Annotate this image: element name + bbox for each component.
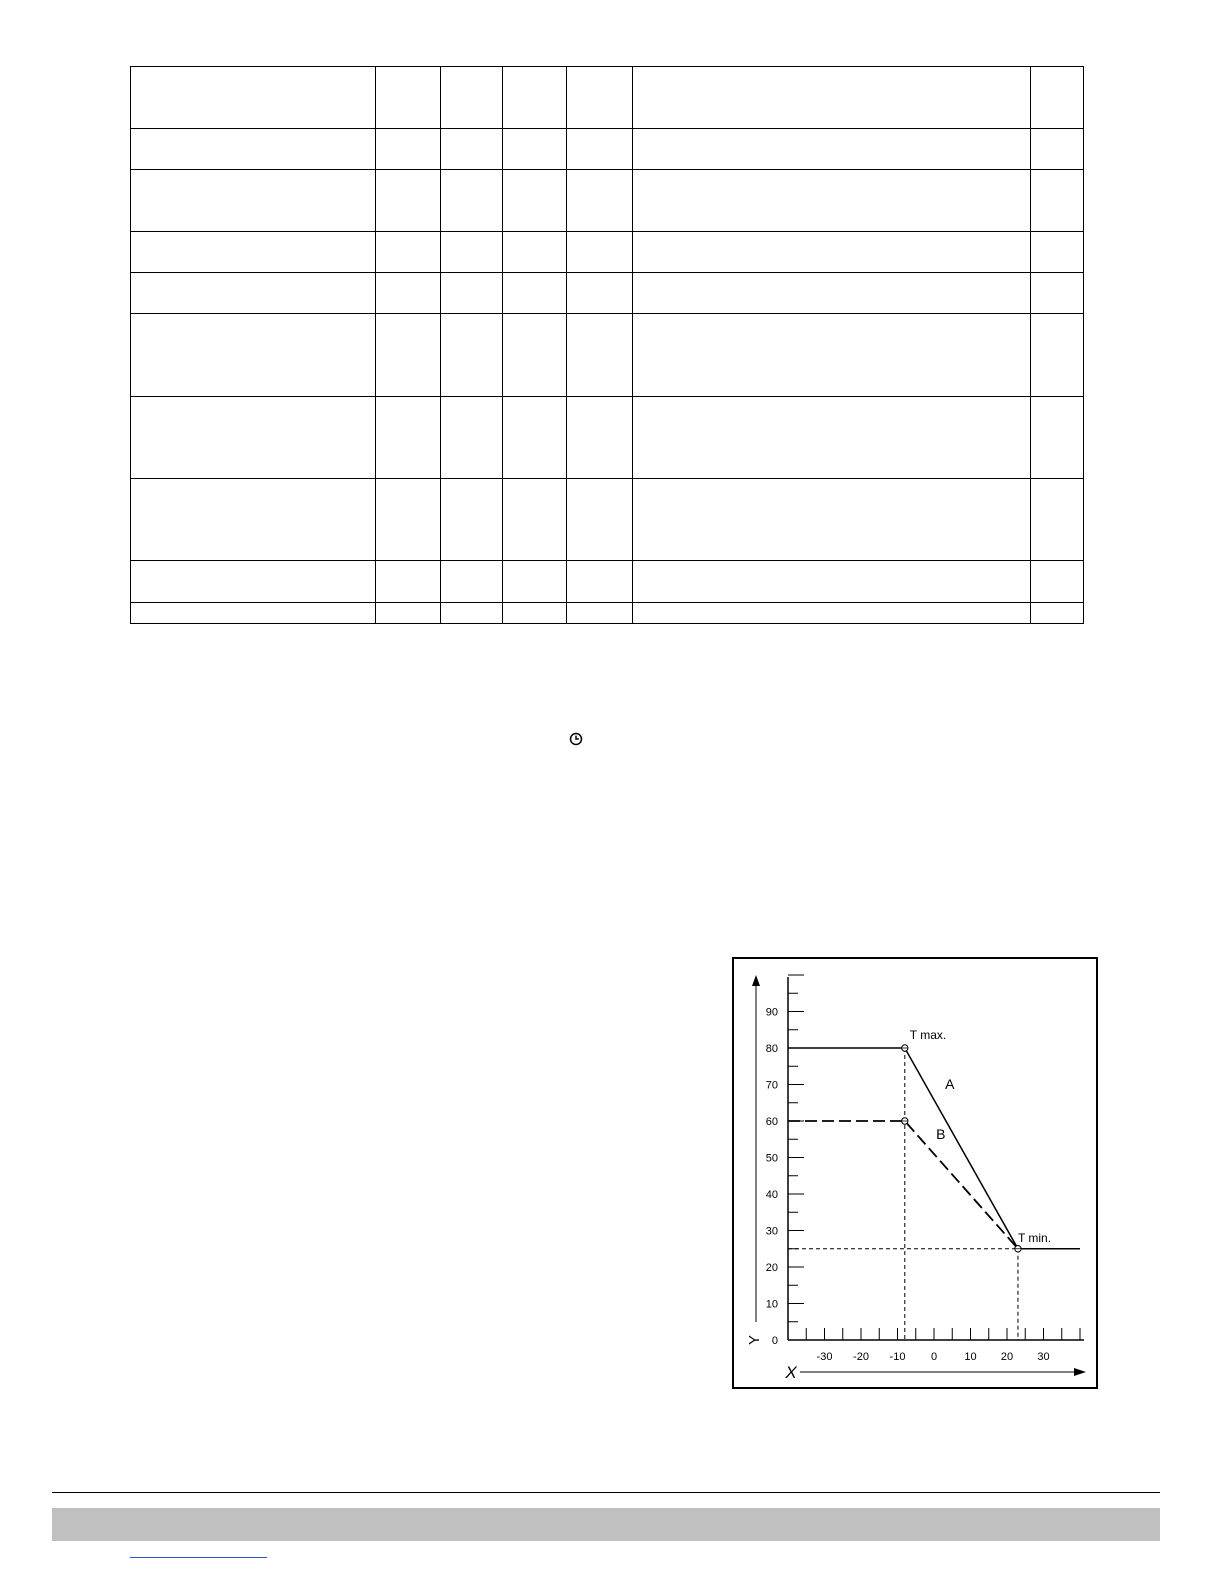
table-row [131,232,1084,273]
table-cell [441,67,503,129]
table-cell [131,602,376,623]
y-tick-label: 10 [765,1298,778,1311]
table-cell [131,478,376,560]
y-tick-label: 40 [765,1189,778,1201]
table-row [131,170,1084,232]
table-cell [1031,396,1084,478]
series-b-line [788,1121,1018,1249]
table-cell [376,273,441,314]
t-max-label: T max. [909,1028,947,1042]
table-cell [633,273,1031,314]
table-cell [633,602,1031,623]
heating-curve-chart [732,957,1098,1389]
y-tick-label: 50 [765,1152,778,1165]
table-cell [131,314,376,396]
table-cell [1031,560,1084,602]
table-cell [131,129,376,170]
table-cell [567,232,633,273]
table-cell [503,314,567,396]
table-cell [633,129,1031,170]
y-tick-label: 20 [765,1262,778,1274]
table-cell [441,602,503,623]
table-cell [376,67,441,129]
series-a-line [788,1048,1080,1249]
table-cell [376,232,441,273]
series-b-label: B [936,1125,946,1142]
footer-rule [52,1492,1160,1493]
table-cell [131,67,376,129]
table-cell [131,273,376,314]
table-cell [503,396,567,478]
table-cell [441,560,503,602]
table-cell [1031,67,1084,129]
table-cell [567,396,633,478]
table-cell [376,602,441,623]
table-cell [503,478,567,560]
table-cell [376,129,441,170]
table-cell [1031,273,1084,314]
table-cell [131,396,376,478]
table-cell [503,170,567,232]
y-tick-label: 70 [765,1079,778,1092]
table-cell [567,560,633,602]
table-cell [503,273,567,314]
x-tick-label: -30 [816,1351,833,1363]
table-cell [567,67,633,129]
x-axis-title: X [785,1363,797,1382]
y-tick-label: 60 [765,1116,778,1128]
x-tick-label: -20 [853,1351,869,1363]
x-tick-label: 10 [964,1351,977,1363]
table-row [131,396,1084,478]
y-tick-label: 0 [771,1335,778,1347]
table-row [131,67,1084,129]
table-cell [633,560,1031,602]
table-row [131,478,1084,560]
table-cell [503,602,567,623]
x-tick-label: 30 [1037,1351,1050,1363]
table-cell [503,560,567,602]
x-tick-label: 0 [930,1351,938,1363]
table-cell [441,273,503,314]
table-row [131,314,1084,396]
table-cell [1031,170,1084,232]
table-cell [503,67,567,129]
series-a-label: A [945,1076,955,1093]
table-cell [131,232,376,273]
y-tick-label: 30 [765,1225,778,1238]
table-cell [567,273,633,314]
y-tick-label: 80 [765,1043,778,1055]
table-cell [633,232,1031,273]
table-cell [376,560,441,602]
table-cell [131,560,376,602]
footer-link-underline[interactable] [130,1557,267,1558]
x-tick-label: 20 [1000,1351,1014,1363]
table-row [131,602,1084,623]
table-cell [441,478,503,560]
table-cell [131,170,376,232]
clock-icon [569,732,583,746]
y-tick-label: 90 [765,1006,778,1019]
table-cell [503,232,567,273]
table-row [131,129,1084,170]
chart-canvas [734,959,1096,1387]
y-axis-title: Y [746,1334,763,1346]
table-cell [567,314,633,396]
table-cell [633,170,1031,232]
parameter-table [130,66,1084,624]
x-direction-arrowhead [1074,1368,1086,1376]
table-cell [376,170,441,232]
table-cell [567,478,633,560]
table-cell [1031,129,1084,170]
table-cell [1031,478,1084,560]
t-min-label: T min. [1017,1230,1052,1245]
table-cell [633,314,1031,396]
table-cell [441,232,503,273]
table-cell [1031,232,1084,273]
y-direction-arrowhead [752,975,760,986]
table-cell [633,67,1031,129]
table-cell [441,129,503,170]
table-cell [633,478,1031,560]
x-tick-label: -10 [889,1351,906,1363]
table-cell [503,129,567,170]
table-cell [376,396,441,478]
table-cell [441,314,503,396]
table-cell [441,170,503,232]
table-cell [1031,314,1084,396]
table-row [131,273,1084,314]
table-cell [1031,602,1084,623]
table-cell [567,129,633,170]
table-row [131,560,1084,602]
table-cell [567,170,633,232]
footer-bar [52,1508,1160,1541]
table-cell [376,478,441,560]
table-cell [567,602,633,623]
table-cell [441,396,503,478]
table-cell [633,396,1031,478]
table-cell [376,314,441,396]
